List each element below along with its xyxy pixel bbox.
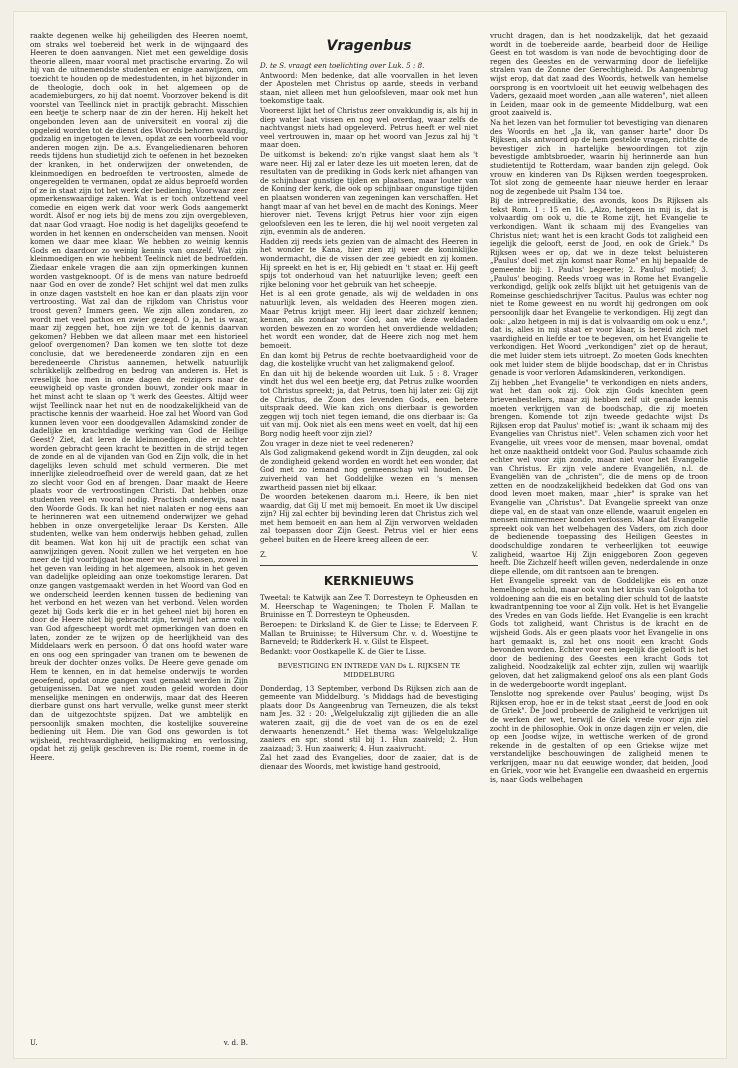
column-left: [30, 32, 248, 1032]
signature-left: Z.: [260, 549, 268, 559]
article-signature: [30, 1038, 248, 1047]
vragenbus-paragraph: Antwoord: Men bedenke, dat alle voorvallen in het leven der Apostelen met Christus op aarde, steeds in verband staan, niet alleen met hun geloofsleven, maar ook met hun toekomstige taak.: [260, 70, 478, 106]
vragenbus-heading: Vragenbus: [326, 38, 412, 54]
kerknieuws-item: Beroepen: te Dirksland K. de Gier te Lisse; te Ederveen F. Mallan te Bruinisse; te Hilversum Chr. v. d. Woestijne te Barneveld; te Ridderkerk H. v. Gilst te Elspeet.: [260, 620, 478, 647]
vragenbus-paragraph: De uitkomst is bekend: zo'n rijke vangst slaat hem als 't ware neer. Hij zal er later deze les uit moeten leren, dat de resultaten van de prediking in Gods kerk niet afhangen van de schijnbaar gunstige tijden en plaatsen, maar louter van de Koning der kerk, die ook op schijnbaar ongunstige tijden en plaatsen wonderen van zegeningen kan verschaffen. Het hangt maar af van het bevel en de macht des Konings. Meer hierover niet. Tevens krijgt Petrus hier voor zijn eigen geloofsleven een les te leren, die hij wel nooit vergeten zal zijn, evenmin als de anderen.: [260, 149, 478, 237]
divider: [260, 565, 478, 566]
newspaper-page: [14, 12, 726, 1058]
vragenbus-paragraph: En dan uit hij de bekende woorden uit Luk. 5 : 8. Vrager vindt het dus wel een beetje erg, dat Petrus zulke woorden tot Christus spreekt; ja, dat Petrus, toen hij later zei: Gij zijt de Christus, de Zoon des levenden Gods, een betere uitspraak deed. Wie kan zich ons dierbaar is geworden zeggen wij toch niet tegen iemand, die ons dierbaar is: Ga uit van mij. Ook niet als een mens weet en voelt, dat hij een Borg nodig heeft voor zijn ziel?: [260, 368, 478, 438]
kerknieuws-heading: KERKNIEUWS: [323, 574, 415, 589]
vragenbus-paragraph: En dan komt bij Petrus de rechte boetvaardigheid voor de dag, die kostelijke vrucht van het zaligmakend geloof.: [260, 350, 478, 369]
bevestiging-paragraph: Donderdag, 13 September, verbond Ds Rijksen zich aan de gemeente van Middelburg. 's Middags had de bevestiging plaats door Ds Aangeenbrug van Terneuzen, die als tekst nam Jes. 32 : 20: „Welgelukzalig zijt gijlieden die an alle wateren zaait, gij die de voet van de os en de ezel derwaarts henenzendt." Het thema was: Welgelukzalige zaaiers en spr. stond stil bij 1. Hun zaaiveld; 2. Hun zaaizaad; 3. Hun zaaiwerk; 4. Hun zaaivrucht.: [260, 683, 478, 753]
vragenbus-question: D. te S. vraagt een toelichting over Luk. 5 : 8.: [260, 61, 425, 70]
kerknieuws-item: Tweetal: te Katwijk aan Zee T. Dorresteyn te Opheusden en M. Heerschap te Wageningen; te Tholen F. Mallan te Bruinisse en T. Dorresteyn te Opheusden.: [260, 593, 478, 620]
bevestiging-heading: BEVESTIGING EN INTREDE VAN Ds L. RIJKSEN TE MIDDELBURG: [277, 662, 461, 679]
article-paragraph: Bij de intreepredikatie, des avonds, koos Ds Rijksen als tekst Rom. 1 : 15 en 16. „Alzo, hetgeen in mij is, dat is volvaardig om ook u, die te Rome zijt, het Evangelie te verkondigen. Want ik schaam mij des Evangelies van Christus niet; want het is een kracht Gods tot zaligheid een iegelijk die gelooft, eerst de Jood, en ook de Griek." Ds Rijksen wees er op, dat we in deze tekst beluisteren „Paulus' doel met zijn komst naar Rome" en hij bepaalde de gemeente bij: 1. Paulus' begeerte; 2. Paulus' motief; 3. „Paulus' beoging. Reeds vroeg was in Rome het Evangelie verkondigd, gelijk ook zelfs blijkt uit het getuigenis van de Romeinse geschiedschrijver Tacitus. Paulus was echter nog niet te Rome geweest en nu wordt hij gedrongen om ook persoonlijk daar het Evangelie te verkondigen. Hij zegt dan ook: „alzo hetgeen in mij is dat is volvaardig om ook u enz.", dat is, alles in mij staat er voor klaar, is bereid zich met vaardigheid en liefde er toe te begeven, om het Evangelie te verkondigen. Het Woord „verkondigen" ziet op de heraut, die met luider stem iets uitroept. Zo moeten Gods knechten ook met luider stem de blijde boodschap, dat er in Christus genade is voor verloren Adamskinderen, verkondigen.: [490, 196, 708, 378]
vragenbus-signature: [260, 551, 478, 560]
vragenbus-paragraph: Het is al een grote genade, als wij de weldaden in ons natuurlijk leven, als weldaden des Heeren mogen zien. Maar Petrus krijgt meer. Hij leert daar zichzelf kennen; kennen, als zondaar voor God, aan wie deze weldaden worden bewezen en zo worden het onverdiende weldaden; het wordt een wonder, dat de Heere zich nog met hem bemoeit.: [260, 289, 478, 350]
article-paragraph: Het Evangelie spreekt van de Goddelijke eis en onze hemelhoge schuld, maar ook van het kruis van Golgotha tot voldoening aan die eis en betaling dier schuld tot de laatste kwadrantpenning toe voor al Zijn volk. Het is het Evangelie des Vredes en van Gods liefde. Het Evangelie is een kracht Gods tot zaligheid, want Christus is de kracht en de wijsheid Gods. Als er geen plaats voor het Evangelie in ons hart gemaakt is, zal het ons nooit een kracht Gods bevonden worden. Echter voor een iegelijk die gelooft is het door de bediening des Geestes een kracht Gods tot zaligheid. Noodzakelijk zal echter zijn, zullen wij waarlijk geloven, dat het zaligmakend geloof ons als een plant Gods in de wedergeboorte wordt ingeplant.: [490, 576, 708, 689]
signature-right: v. d. B.: [223, 1038, 248, 1047]
article-paragraph: Tenslotte nog sprekende over Paulus' beoging, wijst Ds Rijksen erop, hoe er in de tekst staat „eerst de Jood en ook de Griek". De Jood probeerde de zaligheid te verkrijgen uit de werken der wet, terwijl de Griek vrede voor zijn ziel zocht in de philosophie. Ook in onze dagen zijn er velen, die op een Joodse wijze, in wettische werken of de grond rekende in de gestalten of op een Griekse wijze met verstandelijke beschouwingen de zaligheid menen te verkrijgen, maar nu dat eeuwige wonder, dat beiden, Jood en Griek, voor wie het Evangelie een dwaasheid en ergernis is, naar Gods welbehagen: [490, 689, 708, 785]
vragenbus-paragraph: Hadden zij reeds iets gezien van de almacht des Heeren in het wonder te Kana, hier zien zij weer de koninklijke wondermacht, die de vissen der zee gebiedt en zij komen. Hij spreekt en het is er, Hij gebiedt en 't staat er. Hij geeft spijs tot onderhoud van het natuurlijke leven; geeft een rijke beloning voor het gebruik van het scheepje.: [260, 236, 478, 289]
vragenbus-paragraph: Zou vrager in deze niet te veel redeneren?: [260, 438, 414, 448]
signature-right: V.: [471, 549, 478, 559]
vragenbus-paragraph: Als God zaligmakend gekend wordt in Zijn deugden, zal ook de zondigheid gekend worden en wordt het een wonder, dat God met zo iemand nog gemeenschap wil houden. De zuiverheid van het Goddelijke wezen en 's mensen zwartheid passen niet bij elkaar.: [260, 448, 478, 492]
article-text: raakte degenen welke hij geheiligden des Heeren noemt, om straks wel toebereid het werk in de wijngaard des Heeren te doen aanvangen. Niet met een geweldige dosis theorie alleen, maar vooral met practische ervaring. Zo wil hij van de uitnemendste studenten er enige aanwijzen, om toezicht te houden op de medestudenten, in het bijzonder in de theologie, doch ook in het algemeen op de academieburgers, zo hij dat noemt. Voorzover bekend is dit voorstel van Teellinck niet in practijk gebracht. Misschien een beetje te scherp naar de zin der heren. Hij hekelt het ongebonden leven aan de universiteit en vooral zij die opgeleid worden tot de dienst des Woords behoren waardig, godzalig en ingetogen te leven, opdat ze een voorbeeld voor anderen mogen zijn. De a.s. Evangeliedienaren behoren reeds tijdens hun studietijd zich te oefenen in het bezoeken der kranken, in het onderwijzen der onwetenden, de kleinmoedigen en bedroefden te vertroosten, almede de ongeregelden te vermanen, opdat ze aldus beproefd worden of ze in staat zijn tot het werk der bediening. Voorwaar zeer opmerkenswaardige zaken. Wat is er toch ontzettend veel comedie en eigen werk dat voor werk Gods aangemerkt wordt. Alsof er nog iets bij de mens zou zijn overgebleven, dat naar God vraagt. Hoe nodig is het dagelijks geoefend te worden in het kennen en onderscheiden van mensen. Nooit komen we daar mee klaar. We hebben zo weinig kennis Gods en daardoor zo weinig kennis van onszelf. Wat zijn kleinmoedigen en wie hebbent Teelinck niet de bedroefden. Ziedaar enkele vragen die aan zijn opmerkingen kunnen worden vastgeknoopt. Of is de mens van nature bedroefd naar God en over de zonde? Het schijnt wel dat men zulks in onze dagen vaststelt en hoe kan er dan plaats zijn voor vertroosting. Wat zal dan de rijkdom van Christus voor troost geven? Immers geen. We zijn allen zondaren, zo wordt met veel pathos en zwier gezegd. O ja, het is waar, maar zij zeggen het, hoe zijn we tot de kennis daarvan gekomen? Hebben we dat alleen maar met een historieel geloof overgenomen? Dan komen we ten slotte tot deze conclusie, dat we beredeneerde zondaren zijn en een beredeneerde Christus aannemen, hetwelk natuurlijk schrikkelijk zelfbedrog en bedrog van anderen is. Het is vreselijk hoe men in onze dagen de reizigers naar de eeuwigheid op vaste gronden bouwt, zonder ook maar in het minst acht te slaan op 't werk des Geestes. Altijd weer wijst Teellinck naar het nut en de noodzakelijkheid van de practische kennis der waarheid. Hoe zal het Woord van God kunnen leven voor een doodgevallen Adamskind zonder de dadelijke en krachtdadige werking van God de Heilige Geest? Ziet, dat leren de kleinmoedigen, die er achter worden gebracht geen kracht te bezitten in de strijd tegen de zonde en al de vijanden van God en Zijn volk, die in het dagelijks leven schuld met schuld vermeren. Die met innerlijke zieleodroefheid over de wereld gaan, dat ze het zo slecht voor God en af brengen. Daar maakt de Heere plaats voor de vertroostingen Christi. Dat hebben onze studenten veel en vooral nodig. Practisch onderwijs, naar den Woorde Gods. Ik kan het niet nalaten er nog eens aan te herinneren wat een uitnemend onderwijzer we gehad hebben in onze onvergetelijke leraar Ds Kersten. Alle studenten, welke van hem onderwijs hebben gehad, zullen dit beamen. Wat kon hij uit de practijk een schat van aanwijzingen geven. Nooit zullen we het vergeten en hoe meer de tijd voorbijgaat hoe meer we hem missen, zowel in het geven van leiding in het algemeen, alsook in het geven van dadelijke opleiding aan onze toekomstige leraren. Dat onze gangen vastgemaakt werden in het Woord van God en we onderscheid leerden kennen tussen de bediening van het verbond en het wezen van het verbond. Velen worden gezet bij Gods kerk die er in het geheel niet bij horen en door de Heere niet bij gebracht zijn, terwijl het arme volk van God afgescheept wordt met opmerkingen van doen en laten, zonder ze te wijzen op de heerlijkheid van des Middelaars werk en persoon. O dat ons hoofd water ware en ons oog een springader van tranen om te bewenen de breuk der dochter onzes volks. De Heere geve genade om Hem te kennen, en in dat hemelse onderwijs te worden geoefend, opdat onze gangen vast gemaakt werden in Zijn getuigenissen. Dat we niet zouden geleid worden door menselijke meningen en onderwijs, maar dat des Heeren dierbare gunst ons hart vervulle, welke gunst meer sterkt dan de uitgezochtste spijzen. Dat we ambtelijk en persoonlijk smaken mochten, die kostelijke souvereine bediening uit Hem. Die van God ons geworden is tot wijsheid, rechtvaardigheid, heiligmaking en verlossing, opdat het zij gelijk geschreven is: Die roemt, roeme in de Heere.: [30, 32, 248, 762]
signature-left: U.: [30, 1038, 38, 1047]
column-middle: [260, 32, 478, 1032]
article-paragraph: Zij hebben „het Evangelie" te verkondigen en niets anders, wat het dan ook zij. Ook zijn Gods knechten geen brievenbestellers, maar zij hebben zelf uit genade kennis moeten verkrijgen van de boodschap, die zij moeten brengen. Komende tot zijn tweede gedachte wijst Ds Rijksen erop dat Paulus' motief is: „want ik schaam mij des Evangelies van Christus niet". Velen schamen zich voor het Evangelie, uit vrees voor de mensen, maar bovenal, omdat het onze naaktheid ontdekt voor God. Paulus schaamde zich echter wel voor zijn zonde, maar niet voor het Evangelie van Christus. Er zijn vele andere Evangeliën, n.l. de Evangeliën van de „christen", die de mens op de troon zetten en de noodzakelijkheid bedekken dat God ons van dood leven moet maken, maar „hier" is sprake van het Evangelie van „Christus". Dat Evangelie spreekt van onze diepe val, en de staat van onze ellende, waaruit engelen en mensen nimmermeer konden verlossen. Maar dat Evangelie spreekt ook van het welbehagen des Vaders, om zich door de bedienende toepassing des Heiligen Geestes in doodschuldige zondaren te verheerlijken tot eeuwige zaligheid, waartoe Hij Zijn eniggeboren Zoon gegeven heeft. Die Zichzelf heeft willen geven, nederdalende in onze diepe ellende, om dit rantsoen aan te brengen.: [490, 377, 708, 576]
kerknieuws-item: Bedankt: voor Oostkapelle K. de Gier te Lisse.: [260, 646, 427, 656]
column-right: [490, 32, 708, 1032]
article-paragraph: Na het lezen van het formulier tot bevestiging van dienaren des Woords en het „Ja ik, van ganser harte" door Ds Rijksen, als antwoord op de hem gestelde vragen, richtte de bevestiger zich in hartelijke bewoordingen tot zijn bevestigde ambtsbroeder, waarin hij herinnerde aan hun studietentijd te Rotterdam, waar banden zijn gelegd. Ook vrouw en kinderen van Ds Rijksen werden toegesproken. Tot slot zong de gemeente haar nieuwe herder en leraar nog de zegenbede uit Psalm 134 toe.: [490, 117, 708, 196]
bevestiging-paragraph: Zal het zaad des Evangelies, door de zaaier, dat is de dienaar des Woords, met kwistige hand gestrooid,: [260, 753, 478, 771]
article-paragraph: vrucht dragen, dan is het noodzakelijk, dat het gezaaid wordt in de toebereide aarde, bearbeid door de Heilige Geest en tot wasdom is van node de bevochtiging door de regen des Geestes en de verwarming door de liefelijke stralen van de Zonne der Gerechtigheid. Ds Aangeenbrug wijst erop, dat dat zaad des Woords, hetwelk van hemelse oorsprong is en voortvloeit uit het eeuwig welbehagen des Vaders, gezaaid moet worden „aan alle wateren", niet alleen in Leiden, maar ook in de gemeente Middelburg, wat een groot zaaiveld is.: [490, 32, 708, 118]
vragenbus-paragraph: Vooreerst lijkt het of Christus zeer onvakkundig is, als hij in diep water laat vissen en nog wel overdag, waar zelfs de nachtvangst niets had opgeleverd. Petrus heeft er wel niet veel vertrouwen in, maar op het woord van Jezus zal hij 't maar doen.: [260, 105, 478, 150]
vragenbus-paragraph: De woorden betekenen daarom m.i. Heere, ik ben niet waardig, dat Gij U met mij bemoeit. En moet ik Uw discipel zijn? Hij zal echter bij bevinding leren dat Christus zich wel met hem bemoeit en aan hem al Zijn verworven weldaden zal toepassen door Zijn Geest. Petrus viel er hier eens geheel buiten en de Heere kreeg alleen de eer.: [260, 492, 478, 545]
